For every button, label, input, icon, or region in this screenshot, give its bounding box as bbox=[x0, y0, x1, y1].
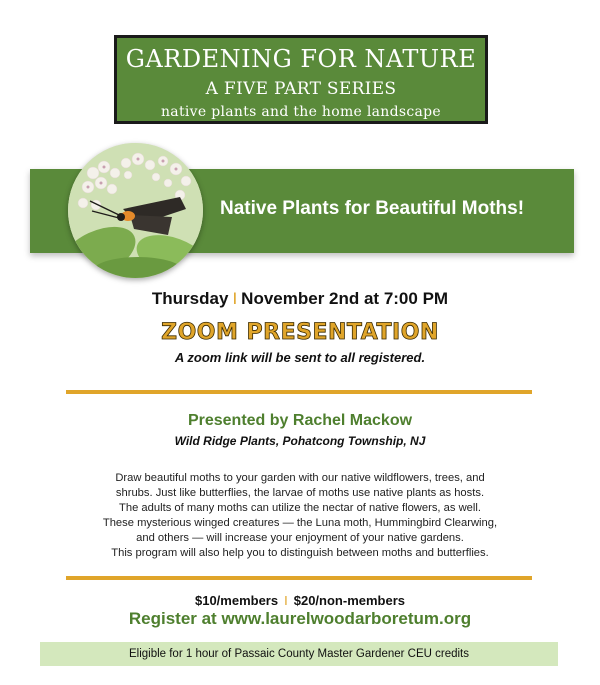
description-line: These mysterious winged creatures — the Luna moth, Hummingbird Clearwing, bbox=[102, 517, 498, 529]
series-tagline: native plants and the home landscape bbox=[160, 104, 441, 120]
zoom-link-note: A zoom link will be sent to all registered. bbox=[174, 350, 426, 365]
event-description bbox=[70, 471, 530, 561]
series-header-box bbox=[114, 35, 488, 124]
event-date-line bbox=[0, 289, 600, 309]
moth-photo bbox=[68, 143, 203, 278]
register-link[interactable]: Register at www.laurelwoodarboretum.org bbox=[128, 609, 472, 628]
non-member-price: $20/non-members bbox=[293, 593, 405, 608]
zoom-presentation-heading: ZOOM PRESENTATION bbox=[161, 320, 439, 345]
member-price: $10/members bbox=[194, 593, 279, 608]
description-line: and others — will increase your enjoyment of your native gardens. bbox=[136, 532, 464, 544]
price-separator: I bbox=[284, 593, 288, 608]
presenter-affiliation: Wild Ridge Plants, Pohatcong Township, NJ bbox=[174, 434, 426, 448]
ceu-eligibility-bar: Eligible for 1 hour of Passaic County Master Gardener CEU credits bbox=[40, 642, 558, 666]
series-subtitle: A FIVE PART SERIES bbox=[205, 79, 397, 99]
divider-top bbox=[66, 390, 532, 394]
date-separator: I bbox=[232, 289, 238, 308]
series-title: GARDENING FOR NATURE bbox=[125, 45, 477, 73]
pricing-line bbox=[0, 593, 600, 608]
description-line: Draw beautiful moths to your garden with our native wildflowers, trees, and bbox=[115, 472, 485, 484]
event-date-time: November 2nd at 7:00 PM bbox=[241, 289, 449, 308]
presenter-name: Presented by Rachel Mackow bbox=[187, 412, 413, 429]
divider-bottom bbox=[66, 576, 532, 580]
description-line: The adults of many moths can utilize the nectar of native flowers, as well. bbox=[119, 502, 481, 514]
topic-title: Native Plants for Beautiful Moths! bbox=[220, 198, 525, 219]
description-line: shrubs. Just like butterflies, the larvae of moths use native plants as hosts. bbox=[115, 487, 485, 499]
description-line: This program will also help you to distinguish between moths and butterflies. bbox=[111, 547, 489, 559]
event-day: Thursday bbox=[151, 289, 229, 308]
